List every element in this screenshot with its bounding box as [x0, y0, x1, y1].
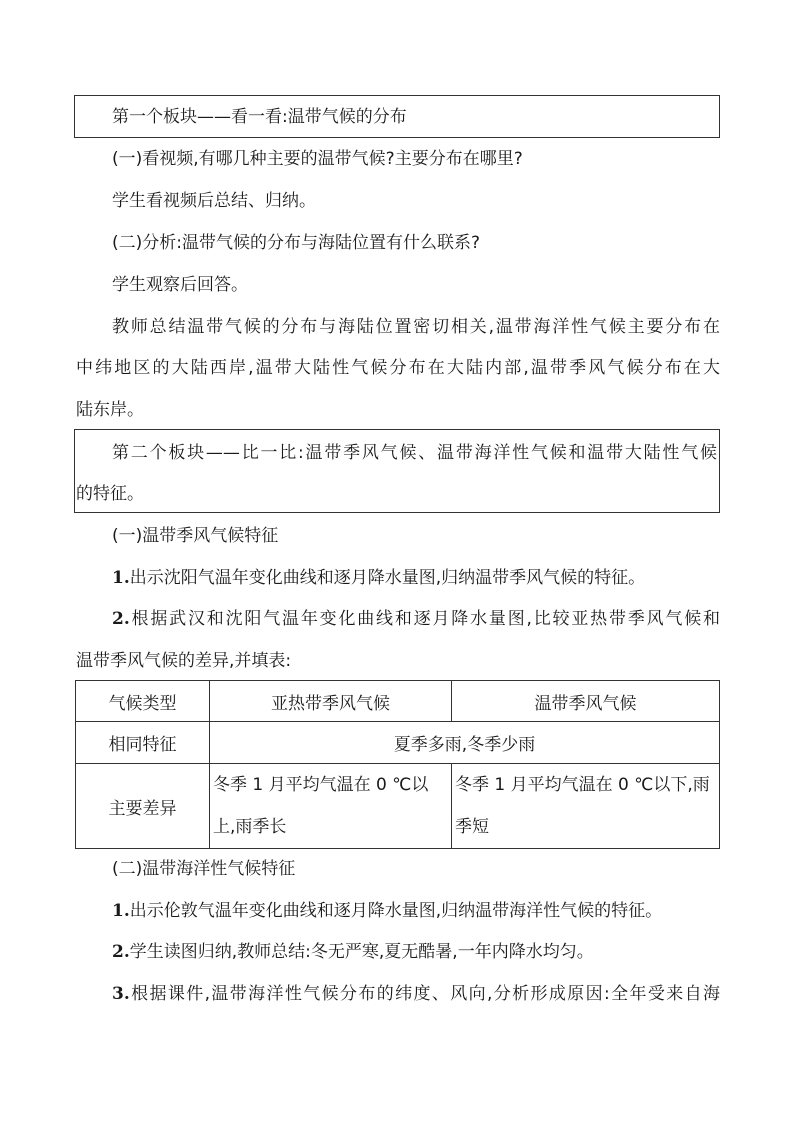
maritime-item-1	[76, 899, 720, 923]
header-subtropical-monsoon: 亚热带季风气候	[210, 681, 452, 722]
maritime-item-2	[76, 940, 720, 964]
section2-heading-line-2: 的特征。	[76, 484, 144, 504]
climate-comparison-table	[75, 680, 720, 849]
subsection-monsoon-title: (一)温带季风气候特征	[112, 526, 279, 546]
table-header-row	[76, 681, 720, 722]
section1-question-2: (二)分析:温带气候的分布与海陆位置有什么联系?	[112, 233, 481, 253]
monsoon-item-1-text: 出示沈阳气温年变化曲线和逐月降水量图,归纳温带季风气候的特征。	[129, 568, 646, 588]
header-climate-type: 气候类型	[76, 681, 210, 722]
header-temperate-monsoon: 温带季风气候	[452, 681, 720, 722]
maritime-item-1-text: 出示伦敦气温年变化曲线和逐月降水量图,归纳温带海洋性气候的特征。	[129, 901, 663, 921]
difference-subtropical-cell	[210, 764, 452, 849]
maritime-item-2-number: 2.	[112, 942, 130, 962]
difference-subtropical-text: 冬季 1 月平均气温在 0 ℃以上,雨季长	[213, 775, 429, 837]
section1-heading: 第一个板块——看一看:温带气候的分布	[112, 107, 407, 127]
teacher-summary-line-1: 教师总结温带气候的分布与海陆位置密切相关,温带海洋性气候主要分布在	[112, 317, 720, 337]
teacher-summary-line-2: 中纬地区的大陆西岸,温带大陆性气候分布在大陆内部,温带季风气候分布在大	[76, 358, 720, 378]
difference-temperate-cell	[452, 764, 720, 849]
main-differences-label: 主要差异	[76, 764, 210, 849]
section2-heading-box	[74, 429, 720, 513]
teacher-summary-line-3: 陆东岸。	[76, 400, 144, 420]
maritime-item-1-number: 1.	[112, 901, 130, 921]
monsoon-item-2-text: 根据武汉和沈阳气温年变化曲线和逐月降水量图,比较亚热带季风气候和	[129, 609, 720, 629]
section1-question-1: (一)看视频,有哪几种主要的温带气候?主要分布在哪里?	[112, 149, 523, 169]
maritime-item-3-number: 3.	[112, 984, 130, 1004]
monsoon-item-1-number: 1.	[112, 568, 130, 588]
monsoon-item-2-number: 2.	[112, 609, 130, 629]
section1-answer-2: 学生观察后回答。	[112, 275, 248, 295]
maritime-item-3	[76, 982, 720, 1006]
maritime-item-3-text: 根据课件,温带海洋性气候分布的纬度、风向,分析形成原因:全年受来自海	[129, 984, 720, 1004]
section1-answer-1: 学生看视频后总结、归纳。	[112, 191, 316, 211]
monsoon-item-2-line-1	[76, 607, 720, 631]
table-row-same-features	[76, 722, 720, 764]
monsoon-item-2-line-2: 温带季风气候的差异,并填表:	[76, 651, 292, 671]
subsection-maritime-title: (二)温带海洋性气候特征	[112, 859, 296, 879]
same-features-value: 夏季多雨,冬季少雨	[210, 722, 720, 764]
maritime-item-2-text: 学生读图归纳,教师总结:冬无严寒,夏无酷暑,一年内降水均匀。	[129, 942, 594, 962]
difference-temperate-text: 冬季 1 月平均气温在 0 ℃以下,雨季短	[455, 775, 710, 837]
section2-heading-line-1: 第二个板块——比一比:温带季风气候、温带海洋性气候和温带大陆性气候	[112, 443, 717, 463]
section1-heading-box	[74, 95, 720, 138]
table-row-main-differences	[76, 764, 720, 849]
monsoon-item-1	[76, 566, 720, 590]
same-features-label: 相同特征	[76, 722, 210, 764]
